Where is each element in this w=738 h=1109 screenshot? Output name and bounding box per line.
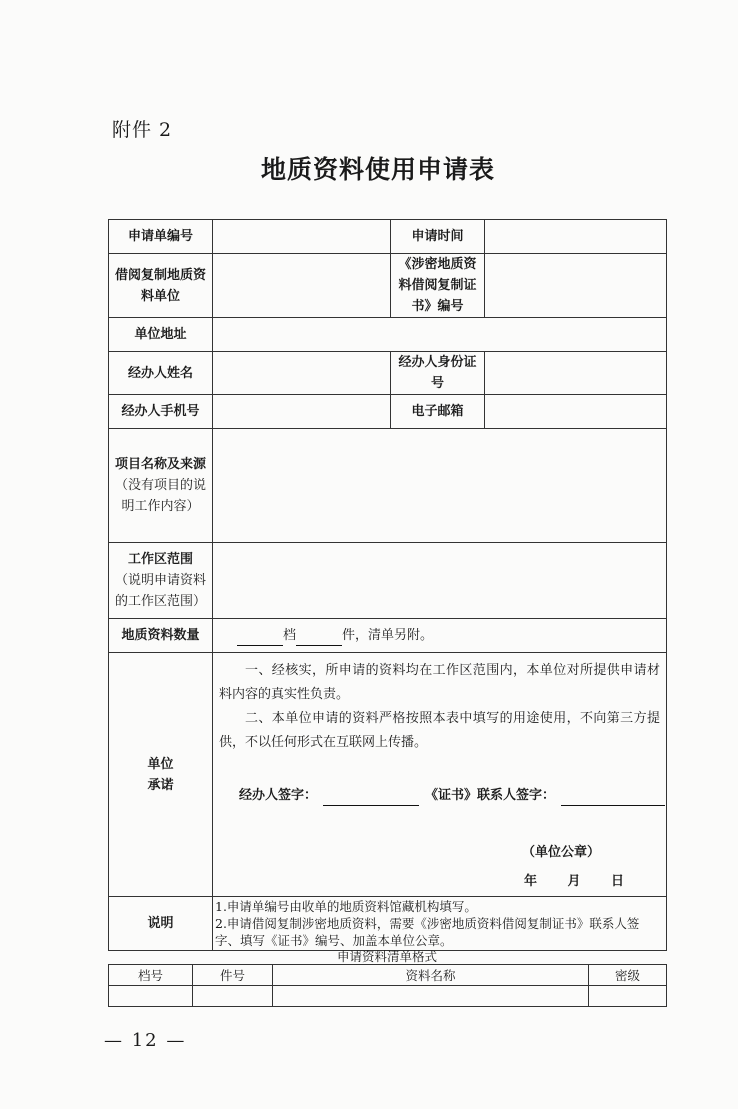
notes-content [213,897,667,951]
form-row [109,897,667,951]
form-row [109,395,667,429]
form-row [109,429,667,543]
handler-phone-label: 经办人手机号 [109,395,213,429]
project-label [109,429,213,543]
quantity-label: 地质资料数量 [109,619,213,653]
work-area-title: 工作区范围 [127,552,193,567]
list-header-dang-no: 档号 [109,965,193,986]
form-row [109,220,667,254]
form-row [109,318,667,352]
application-form-table [108,219,667,951]
email-label: 电子邮箱 [391,395,485,429]
form-row [109,653,667,897]
project-note: （没有项目的说明工作内容） [114,478,206,514]
handler-phone-field[interactable] [213,395,391,429]
list-cell[interactable] [589,986,667,1007]
quantity-dang-text: 档 [283,628,297,643]
list-cell[interactable] [109,986,193,1007]
list-cell[interactable] [273,986,589,1007]
unit-address-label: 单位地址 [109,318,213,352]
cert-contact-sign-line[interactable] [561,791,665,806]
unit-seal: （单位公章） [521,845,600,860]
list-header-jian-no: 件号 [193,965,273,986]
date-line: 年 月 日 [523,874,624,889]
material-list-table [108,964,667,1007]
pledge-label-line1: 单位 [147,756,174,772]
project-title: 项目名称及来源 [114,457,206,472]
attachment-label: 附件 2 [112,119,173,141]
certificate-no-field[interactable] [485,254,667,318]
certificate-no-label: 《涉密地质资料借阅复制证书》编号 [391,254,485,318]
email-field[interactable] [485,395,667,429]
pledge-item-1: 一、经核实，所申请的资料均在工作区范围内，本单位对所提供申请材料内容的真实性负责。 [219,663,660,702]
form-row [109,254,667,318]
handler-id-label: 经办人身份证号 [391,352,485,395]
work-area-label [109,543,213,619]
list-title: 申请资料清单格式 [336,949,437,964]
application-no-field[interactable] [213,220,391,254]
application-no-label: 申请单编号 [109,220,213,254]
application-time-label: 申请时间 [391,220,485,254]
signature-row [219,785,660,806]
note-item-1: 1.申请单编号由收单的地质资料馆藏机构填写。 [215,899,477,914]
note-item-2: 2.申请借阅复制涉密地质资料，需要《涉密地质资料借阅复制证书》联系人签字、填写《证书》编号、加盖本单位公章。 [215,916,640,948]
form-row [109,352,667,395]
form-row [109,543,667,619]
quantity-dang-blank[interactable] [237,633,283,646]
handler-name-field[interactable] [213,352,391,395]
pledge-item-2: 二、本单位申请的资料严格按照本表中填写的用途使用，不向第三方提供，不以任何形式在互联网上传播。 [219,711,660,750]
notes-label: 说明 [109,897,213,951]
unit-address-field[interactable] [213,318,667,352]
quantity-jian-text: 件，清单另附。 [342,628,434,643]
list-header-material-name: 资料名称 [273,965,589,986]
form-title: 地质资料使用申请表 [260,155,495,184]
work-area-note: （说明申请资料的工作区范围） [114,573,206,609]
application-time-field[interactable] [485,220,667,254]
page-number: — 12 — [104,1030,187,1051]
list-header-row [109,965,667,986]
list-header-secrecy: 密级 [589,965,667,986]
list-empty-row [109,986,667,1007]
form-row [109,619,667,653]
handler-sign-label: 经办人签字： [239,788,318,803]
pledge-label [109,653,213,897]
project-field[interactable] [213,429,667,543]
borrow-unit-field[interactable] [213,254,391,318]
handler-id-field[interactable] [485,352,667,395]
work-area-field[interactable] [213,543,667,619]
cert-contact-sign-label: 《证书》联系人签字： [425,788,556,803]
quantity-jian-blank[interactable] [296,633,342,646]
pledge-content [213,653,667,897]
borrow-unit-label: 借阅复制地质资料单位 [109,254,213,318]
handler-sign-line[interactable] [323,791,419,806]
quantity-field[interactable] [213,619,667,653]
handler-name-label: 经办人姓名 [109,352,213,395]
pledge-label-line2: 承诺 [147,777,174,793]
list-cell[interactable] [193,986,273,1007]
